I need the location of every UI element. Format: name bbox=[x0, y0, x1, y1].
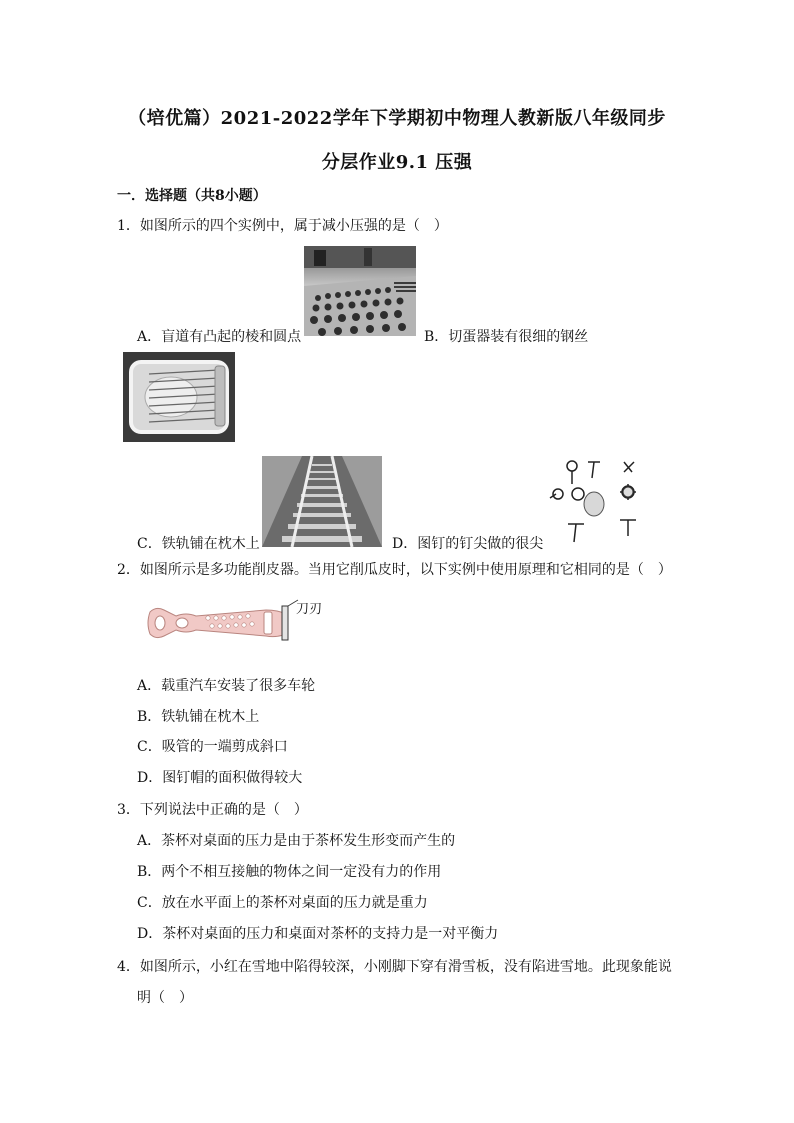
peeler-figure bbox=[146, 598, 306, 646]
document-title-line1: （培优篇）2021-2022学年下学期初中物理人教新版八年级同步 bbox=[128, 108, 666, 129]
q3-option-b: B．两个不相互接触的物体之间一定没有力的作用 bbox=[137, 864, 442, 880]
q1-option-c: C．铁轨铺在枕木上 bbox=[137, 536, 260, 552]
question-3-stem: 3．下列说法中正确的是（ ） bbox=[117, 802, 308, 818]
q3-option-a: A．茶杯对桌面的压力是由于茶杯发生形变而产生的 bbox=[137, 833, 456, 849]
document-title-line2: 分层作业9.1 压强 bbox=[321, 152, 473, 173]
question-2-stem: 2．如图所示是多功能削皮器。当用它削瓜皮时，以下实例中使用原理和它相同的是（ ） bbox=[117, 562, 672, 578]
q1-option-a: A．盲道有凸起的棱和圆点 bbox=[137, 329, 302, 345]
egg-slicer-photo bbox=[123, 352, 235, 442]
blade-label: 刀刃 bbox=[296, 602, 323, 617]
section-heading: 一．选择题（共8小题） bbox=[117, 188, 267, 204]
q2-option-c: C．吸管的一端剪成斜口 bbox=[137, 739, 288, 755]
q2-option-b: B．铁轨铺在枕木上 bbox=[137, 709, 260, 725]
thumbtacks-photo bbox=[544, 454, 644, 546]
q2-option-d: D．图钉帽的面积做得较大 bbox=[137, 770, 303, 786]
q1-option-b: B．切蛋器装有很细的钢丝 bbox=[424, 329, 589, 345]
q2-option-a: A．载重汽车安装了很多车轮 bbox=[137, 678, 316, 694]
question-4-stem-line2: 明（ ） bbox=[137, 990, 193, 1006]
question-1-stem: 1．如图所示的四个实例中，属于减小压强的是（ ） bbox=[117, 218, 448, 234]
q1-option-d: D．图钉的钉尖做的很尖 bbox=[392, 536, 544, 552]
q3-option-c: C．放在水平面上的茶杯对桌面的压力就是重力 bbox=[137, 895, 428, 911]
railway-track-photo bbox=[262, 456, 382, 547]
tactile-paving-photo bbox=[304, 246, 416, 336]
question-4-stem-line1: 4．如图所示，小红在雪地中陷得较深，小刚脚下穿有滑雪板，没有陷进雪地。此现象能说 bbox=[117, 959, 672, 975]
q3-option-d: D．茶杯对桌面的压力和桌面对茶杯的支持力是一对平衡力 bbox=[137, 926, 499, 942]
